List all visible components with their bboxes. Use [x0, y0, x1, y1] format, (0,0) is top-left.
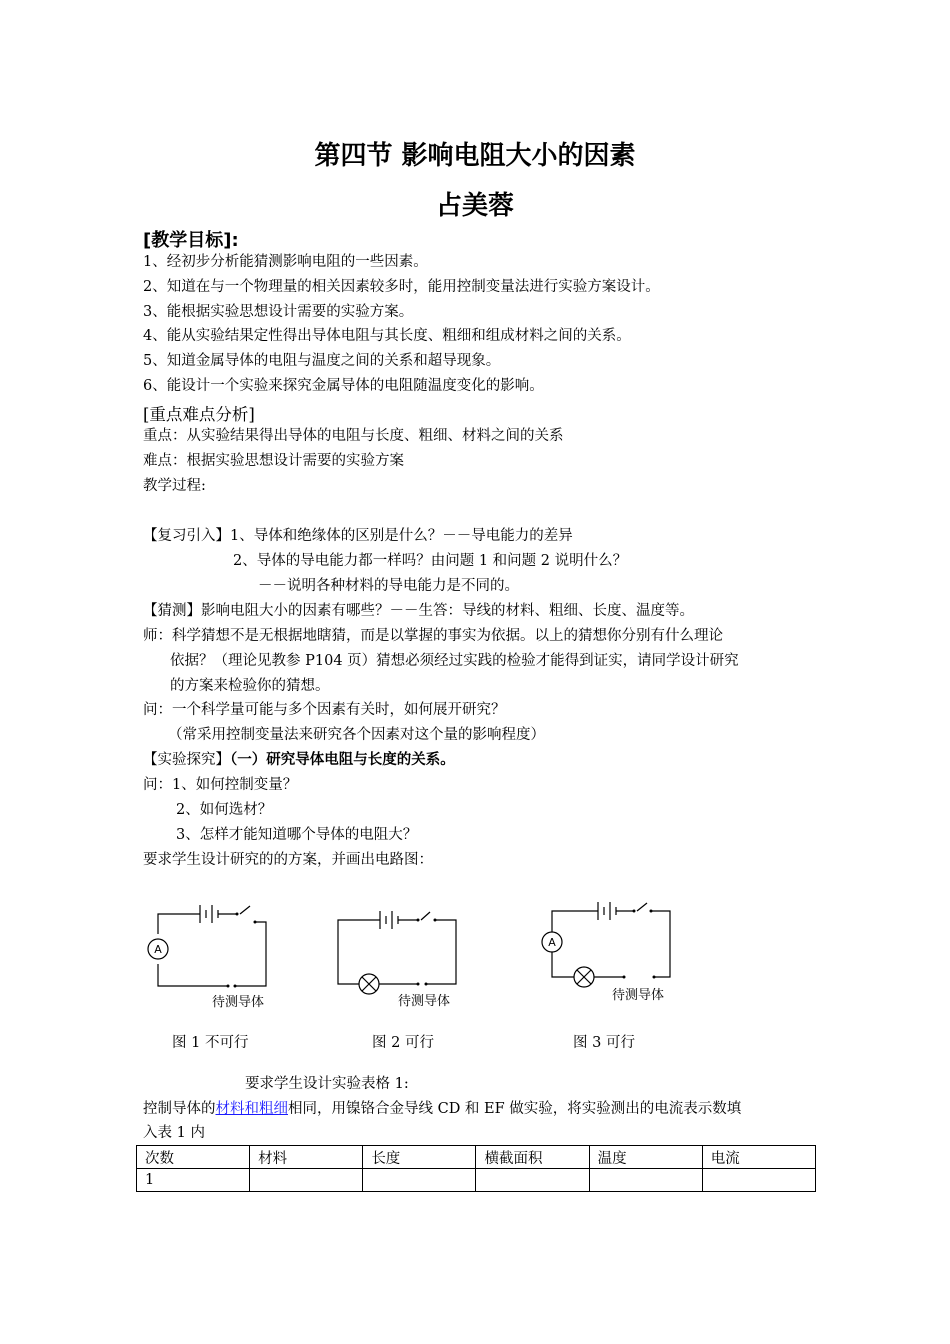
table-cell [363, 1169, 476, 1192]
review-line-2: 2、导体的导电能力都一样吗？由问题 1 和问题 2 说明什么？ [233, 553, 628, 569]
key-difficulty-heading: [重点难点分析] [143, 405, 255, 424]
figure-caption-2: 图 2 可行 [372, 1035, 434, 1051]
teacher-line-1: 师：科学猜想不是无根据地瞎猜，而是以掌握的事实为依据。以上的猜想你分别有什么理论 [143, 628, 723, 644]
figure-caption-3: 图 3 可行 [573, 1035, 635, 1051]
control-prefix: 控制导体的 [143, 1101, 216, 1117]
teacher-line-2: 依据？（理论见教参 P104 页）猜想必须经过实践的检验才能得到证实，请同学设计研究 [170, 653, 739, 669]
explore-prefix: 【实验探究】 [143, 752, 230, 768]
control-suffix: 相同，用镍铬合金导线 CD 和 EF 做实验，将实验测出的电流表示数填 [288, 1101, 742, 1117]
objective-item: 4、能从实验结果定性得出导体电阻与其长度、粗细和组成材料之间的关系。 [143, 328, 631, 344]
ask-line-3: 3、怎样才能知道哪个导体的电阻大？ [176, 827, 418, 843]
table-header-cell: 材料 [250, 1146, 363, 1169]
table-header-cell: 长度 [363, 1146, 476, 1169]
guess-line: 【猜测】影响电阻大小的因素有哪些？－－生答：导线的材料、粗细、长度、温度等。 [143, 603, 694, 619]
circuit-diagram-1 [140, 900, 280, 1015]
table-row [137, 1169, 816, 1192]
objective-item: 1、经初步分析能猜测影响电阻的一些因素。 [143, 254, 428, 270]
table-cell [702, 1169, 815, 1192]
table-header-cell: 电流 [702, 1146, 815, 1169]
objective-item: 2、知道在与一个物理量的相关因素较多时，能用控制变量法进行实验方案设计。 [143, 279, 660, 295]
ammeter-symbol: A [154, 943, 162, 956]
review-line-3: －－说明各种材料的导电能力是不同的。 [258, 578, 519, 594]
conductor-label: 待测导体 [398, 994, 451, 1009]
circuit-diagram-2 [330, 900, 480, 1015]
explore-title: （一）研究导体电阻与长度的关系。 [230, 752, 455, 768]
teacher-line-3: 的方案来检验你的猜想。 [170, 678, 330, 694]
table-cell: 1 [137, 1169, 250, 1192]
ammeter-symbol: A [548, 936, 556, 949]
question-line: 问：一个科学量可能与多个因素有关时，如何展开研究？ [143, 702, 506, 718]
review-line-1: 【复习引入】1、导体和绝缘体的区别是什么？－－导电能力的差异 [143, 528, 573, 544]
table-require-line: 要求学生设计实验表格 1: [245, 1076, 409, 1092]
control-line-1 [143, 1099, 741, 1119]
table-header-row [137, 1146, 816, 1169]
objective-item: 3、能根据实验思想设计需要的实验方案。 [143, 304, 414, 320]
difficult-point: 难点：根据实验思想设计需要的实验方案 [143, 453, 404, 469]
author-name: 占美蓉 [435, 191, 514, 221]
control-line-2: 入表 1 内 [143, 1125, 205, 1141]
page-title: 第四节 影响电阻大小的因素 [314, 141, 636, 171]
experiment-table [136, 1145, 816, 1192]
question-note: （常采用控制变量法来研究各个因素对这个量的影响程度） [168, 727, 545, 743]
table-header-cell: 横截面积 [476, 1146, 589, 1169]
conductor-label: 待测导体 [212, 995, 265, 1010]
require-design-line: 要求学生设计研究的的方案，并画出电路图： [143, 852, 433, 868]
process-label: 教学过程: [143, 478, 206, 494]
table-header-cell: 次数 [137, 1146, 250, 1169]
ask-line-2: 2、如何选材？ [176, 802, 273, 818]
objective-item: 5、知道金属导体的电阻与温度之间的关系和超导现象。 [143, 353, 501, 369]
control-link[interactable]: 材料和粗细 [215, 1101, 288, 1117]
table-cell [476, 1169, 589, 1192]
table-cell [250, 1169, 363, 1192]
circuit-diagram-3 [530, 895, 680, 1010]
objective-item: 6、能设计一个实验来探究金属导体的电阻随温度变化的影响。 [143, 378, 544, 394]
conductor-label: 待测导体 [612, 988, 665, 1003]
table-cell [589, 1169, 702, 1192]
explore-heading [143, 750, 455, 770]
objectives-heading: [教学目标]: [143, 230, 239, 251]
ask-line-1: 问：1、如何控制变量？ [143, 777, 298, 793]
figure-caption-1: 图 1 不可行 [172, 1035, 249, 1051]
table-header-cell: 温度 [589, 1146, 702, 1169]
key-point: 重点：从实验结果得出导体的电阻与长度、粗细、材料之间的关系 [143, 428, 564, 444]
